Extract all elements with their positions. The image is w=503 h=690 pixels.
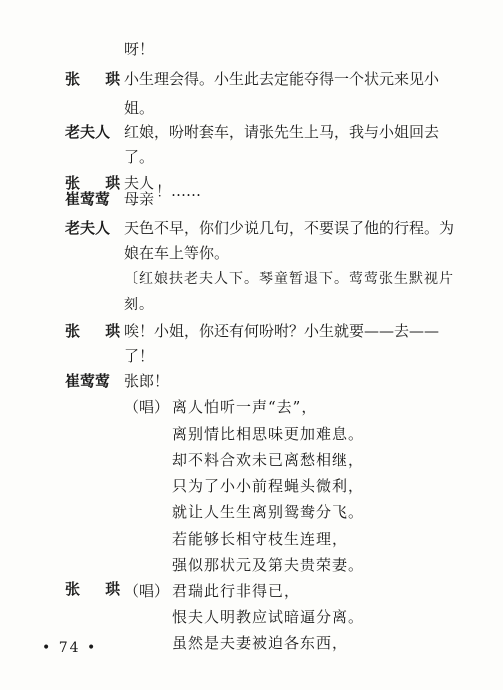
dialogue-line: 小生理会得。小生此去定能夺得一个状元来见小 <box>124 70 440 88</box>
verse-line: 强似那状元及第夫贵荣妻。 <box>172 556 365 574</box>
dialogue-line: 夫人 <box>124 174 155 192</box>
dialogue-tail: ！…… <box>156 182 202 200</box>
dialogue-line: 了！ <box>124 347 155 365</box>
dialogue-line: 红娘，吩咐套车，请张先生上马，我与小姐回去 <box>124 123 440 141</box>
speaker-zhang-gong: 张 珙 <box>65 322 131 340</box>
speaker-cui-yingying: 崔莺莺 <box>65 372 111 390</box>
stage-direction: 〔红娘扶老夫人下。琴童暂退下。莺莺张生默视片 <box>124 271 454 287</box>
verse-line: 离人怕听一声“去”， <box>172 398 318 416</box>
speaker-lao-furen: 老夫人 <box>65 123 111 141</box>
verse-line: 若能够长相守枝生连理， <box>172 530 349 548</box>
verse-line: 却不料合欢未已离愁相继， <box>172 451 365 469</box>
dialogue-line: 呀！ <box>124 40 155 58</box>
speaker-lao-furen: 老夫人 <box>65 219 111 237</box>
dialogue-line: 姐。 <box>124 99 155 117</box>
speaker-zhang-gong: 张 珙 <box>65 580 131 598</box>
verse-line: 离别情比相思味更加难息。 <box>172 425 365 443</box>
dialogue-line: 张郎！ <box>124 372 170 390</box>
verse-line: 君瑞此行非得已， <box>172 582 301 600</box>
dialogue-line: 天色不早，你们少说几句，不要误了他的行程。为 <box>124 219 455 237</box>
dialogue-line: 母亲 <box>124 190 155 208</box>
dialogue-line: 唉！小姐，你还有何吩咐？小生就要——去—— <box>124 322 440 340</box>
verse-line: 恨夫人明教应试暗逼分离。 <box>172 608 365 626</box>
stage-direction: 刻。 <box>124 297 154 313</box>
verse-line: 虽然是夫妻被迫各东西， <box>172 634 349 652</box>
dialogue-line: 娘在车上等你。 <box>124 244 230 262</box>
dialogue-line: 了。 <box>124 148 155 166</box>
page-number: • 74 • <box>42 640 98 656</box>
verse-line: 就让人生生离别鸳鸯分飞。 <box>172 503 365 521</box>
verse-line: 只为了小小前程蝇头微利， <box>172 477 365 495</box>
sing-cue: （唱） <box>124 582 170 600</box>
sing-cue: （唱） <box>124 398 170 416</box>
speaker-zhang-gong: 张 珙 <box>65 174 131 192</box>
speaker-zhang-gong: 张 珙 <box>65 70 131 88</box>
speaker-cui-yingying: 崔莺莺 <box>65 190 111 208</box>
